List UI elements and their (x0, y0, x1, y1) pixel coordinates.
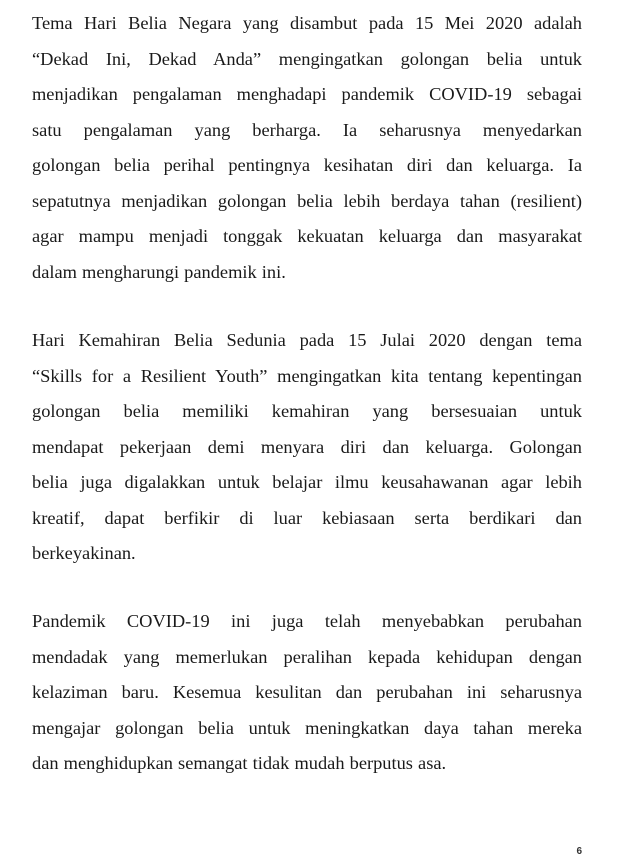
paragraph-line: belia juga digalakkan untuk belajar ilmu keusahawanan agar lebih (32, 472, 582, 492)
page-number: 6 (576, 846, 582, 857)
paragraph-hari-belia-negara (32, 6, 582, 290)
paragraph-line: kreatif, dapat berfikir di luar kebiasaan serta berdikari dan (32, 507, 582, 528)
paragraph-line: “Skills for a Resilient Youth” mengingatkan kita tentang kepentingan (32, 365, 582, 386)
paragraph-line: mendapat pekerjaan demi menyara diri dan keluarga. Golongan (32, 436, 582, 457)
paragraph-line: satu pengalaman yang berharga. Ia seharusnya menyedarkan (32, 119, 582, 140)
paragraph-line: Tema Hari Belia Negara yang disambut pada 15 Mei 2020 adalah (32, 13, 582, 33)
paragraph-line: mengajar golongan belia untuk meningkatkan daya tahan mereka (32, 717, 582, 738)
paragraph-line: mendadak yang memerlukan peralihan kepada kehidupan dengan (32, 646, 582, 667)
paragraph-line: dan menghidupkan semangat tidak mudah berputus asa. (32, 753, 447, 773)
paragraph-line: dalam mengharungi pandemik ini. (32, 261, 286, 282)
paragraph-line: “Dekad Ini, Dekad Anda” mengingatkan golongan belia untuk (32, 48, 582, 69)
paragraph-line: menjadikan pengalaman menghadapi pandemik COVID-19 sebagai (32, 84, 582, 104)
paragraph-line: golongan belia perihal pentingnya kesihatan diri dan keluarga. Ia (32, 155, 582, 175)
paragraph-line: berkeyakinan. (32, 543, 136, 563)
paragraph-line: golongan belia memiliki kemahiran yang bersesuaian untuk (32, 401, 582, 421)
paragraph-pandemik-covid (32, 604, 582, 782)
paragraph-line: Pandemik COVID-19 ini juga telah menyebabkan perubahan (32, 611, 582, 631)
paragraph-line: Hari Kemahiran Belia Sedunia pada 15 Julai 2020 dengan tema (32, 330, 582, 350)
paragraph-line: sepatutnya menjadikan golongan belia lebih berdaya tahan (resilient) (32, 190, 582, 211)
paragraph-line: agar mampu menjadi tonggak kekuatan keluarga dan masyarakat (32, 226, 582, 246)
paragraph-hari-kemahiran-belia (32, 323, 582, 572)
paragraph-line: kelaziman baru. Kesemua kesulitan dan perubahan ini seharusnya (32, 682, 582, 702)
